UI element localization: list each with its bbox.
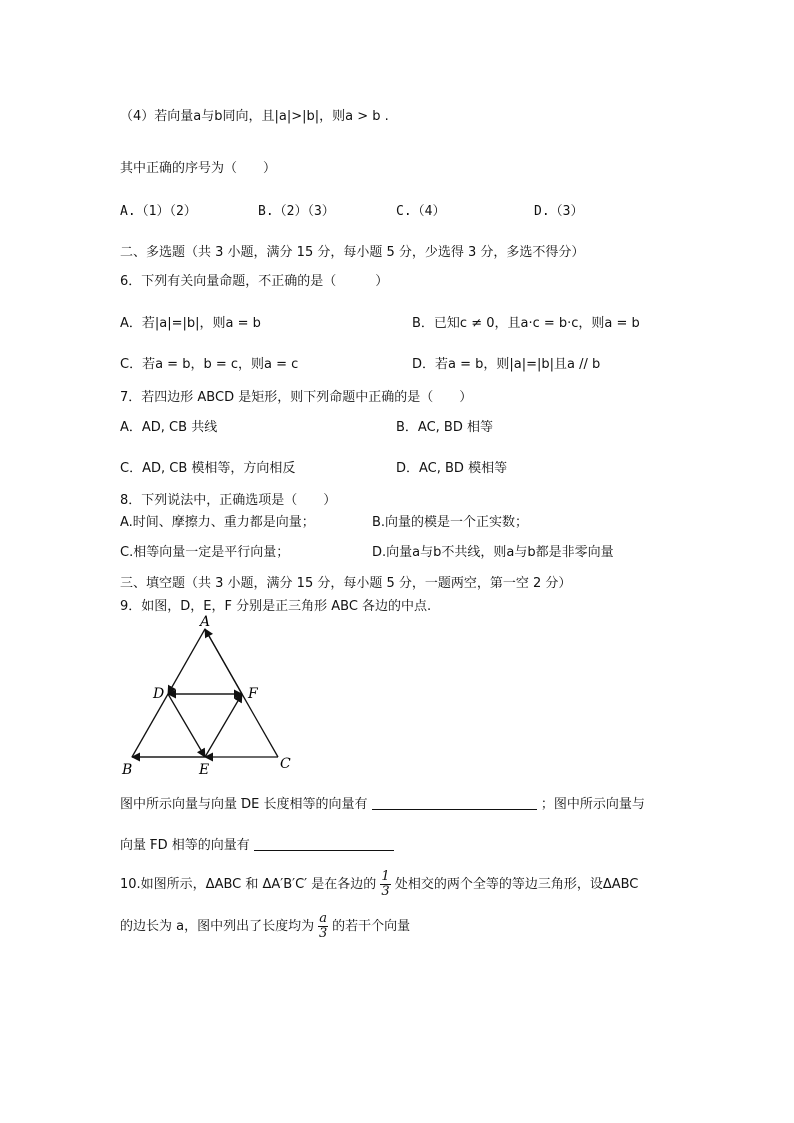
q6-option-a[interactable]: A．若|a|=|b|，则a = b — [120, 316, 261, 331]
q9-answer-blank-2[interactable] — [254, 836, 394, 851]
vector-D-B — [132, 694, 168, 757]
vector-A-D — [168, 629, 205, 694]
q6-option-d[interactable]: D．若a = b，则|a|=|b|且a // b — [412, 357, 601, 372]
fraction-one-third: $\frac{1}{3}$ — [381, 869, 390, 899]
q7-stem: 7．若四边形 ABCD 是矩形，则下列命题中正确的是（ ） — [120, 390, 473, 405]
q6-option-b[interactable]: B．已知c ≠ 0，且a·c = b·c，则a = b — [412, 316, 640, 331]
q4-text: （4）若向量a与b同向，且|a|>|b|，则a > b . — [120, 109, 389, 124]
vector-DE-label: ــ DE — [241, 796, 259, 814]
q10-text-c: 的边长为 a，图中列出了长度均为 — [120, 919, 315, 934]
q7-option-a[interactable]: A．AD, CB 共线 — [120, 420, 218, 435]
q6-stem: 6．下列有关向量命题，不正确的是（ ） — [120, 274, 389, 289]
q5-option-c[interactable]: C.（4） — [396, 204, 446, 219]
label-B: B — [122, 762, 133, 778]
label-C: C — [280, 756, 291, 772]
q9-blank2-line — [120, 836, 394, 855]
q9-text-e: 相等的向量有 — [171, 838, 250, 853]
q8-stem: 8．下列说法中，正确选项是（ ） — [120, 493, 337, 508]
q10-line-2 — [120, 910, 410, 944]
label-E: E — [199, 762, 210, 778]
q8-option-d[interactable]: D.向量a与b不共线，则a与b都是非零向量 — [372, 545, 614, 560]
vector-F-C — [242, 694, 278, 757]
q10-text-b: 处相交的两个全等的等边三角形，设ΔABC — [394, 877, 639, 892]
q5-option-a[interactable]: A.（1）（2） — [120, 204, 197, 219]
vector-E-F — [205, 694, 242, 757]
q8-option-b[interactable]: B.向量的模是一个正实数； — [372, 515, 529, 530]
label-F: F — [248, 686, 258, 702]
q7-option-d[interactable]: D．AC, BD 模相等 — [396, 461, 508, 476]
vector-D-E — [168, 694, 205, 757]
q4-item — [120, 108, 389, 126]
vector-FD-label: ــ FD — [150, 837, 168, 855]
q8-option-a[interactable]: A.时间、摩擦力、重力都是向量； — [120, 515, 315, 530]
q5-option-b[interactable]: B.（2）（3） — [258, 204, 335, 219]
q7-option-c[interactable]: C．AD, CB 模相等，方向相反 — [120, 461, 296, 476]
q9-blank1-line — [120, 795, 645, 814]
q9-text-a: 图中所示向量与向量 — [120, 797, 238, 812]
q9-answer-blank-1[interactable] — [372, 795, 537, 810]
label-A: A — [200, 614, 211, 630]
q6-option-c[interactable]: C．若a = b，b = c，则a = c — [120, 357, 299, 372]
q9-text-b: 长度相等的向量有 — [263, 797, 368, 812]
q8-option-c[interactable]: C.相等向量一定是平行向量； — [120, 545, 290, 560]
q7-option-b[interactable]: B．AC, BD 相等 — [396, 420, 493, 435]
vector-F-A — [205, 629, 242, 694]
q5-prompt: 其中正确的序号为（ ） — [120, 161, 277, 176]
label-D: D — [153, 686, 165, 702]
section2-title: 二、多选题（共 3 小题，满分 15 分，每小题 5 分，少选得 3 分，多选不得分） — [120, 245, 585, 260]
fraction-a-over-3: $\frac{a}{3}$ — [318, 911, 328, 941]
q9-text-c: ；图中所示向量与 — [540, 797, 645, 812]
q9-text-d: 向量 — [120, 838, 147, 853]
triangle-figure — [110, 612, 310, 782]
q10-line-1 — [120, 868, 638, 902]
q5-option-d[interactable]: D.（3） — [534, 204, 584, 219]
q10-text-a: 10.如图所示，ΔABC 和 ΔA′B′C′ 是在各边的 — [120, 877, 377, 892]
q10-text-d: 的若干个向量 — [332, 919, 411, 934]
q9-stem: 9．如图，D，E，F 分别是正三角形 ABC 各边的中点. — [120, 599, 432, 614]
section3-title: 三、填空题（共 3 小题，满分 15 分，每小题 5 分，一题两空，第一空 2 分） — [120, 576, 572, 591]
